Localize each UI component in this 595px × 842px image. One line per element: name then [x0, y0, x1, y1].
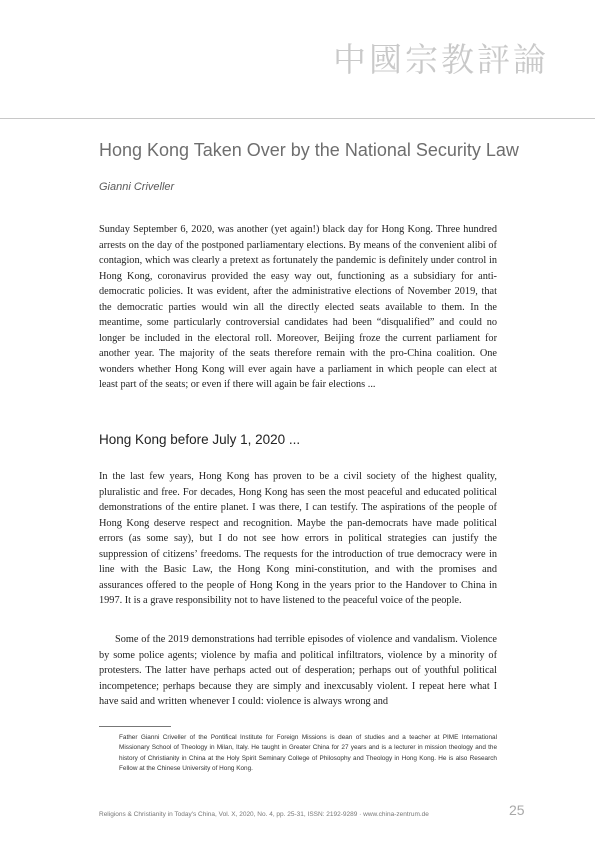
journal-masthead: 中國宗教評論: [333, 40, 549, 79]
article-title: Hong Kong Taken Over by the National Security Law: [99, 140, 519, 160]
intro-paragraph: Sunday September 6, 2020, was another (yet again!) black day for Hong Kong. Three hundred arrests on the day of the postponed parliamentary elections. By means of the convenient alibi of contagion, which was clearly a pretext as fortunately the pandemic is definitely under control in Hong Kong, coronavirus provided the easy way out, functioning as a subsidiary for anti-democratic policies. It was evident, after the administrative elections of November 2019, that the democratic parties would win all the directly elected seats available to them. In the meantime, some particularly controversial candidates had been “disqualified” and could no longer be included in the electoral roll. Moreover, Beijing froze the current parliament for another year. The majority of the seats therefore remain with the pro-China coalition. One wonders whether Hong Kong will ever again have a parliament in which people can elect at least part of the seats; or even if there will again be fair elections ...: [99, 224, 497, 390]
article-author: Gianni Criveller: [99, 181, 175, 193]
section-paragraph-2: Some of the 2019 demonstrations had terrible episodes of violence and vandalism. Violence by some police agents; violence by mafia and political infiltrators, violence by a minority of protesters. The latter have perhaps acted out of desperation; perhaps out of youthful political incompetence; perhaps because they are simply and inexcusably violent. I repeat here what I have said and written whenever I could: violence is always wrong and: [99, 634, 497, 707]
section-heading: Hong Kong before July 1, 2020 ...: [99, 432, 301, 447]
running-footer: Religions & Christianity in Today's China, Vol. X, 2020, No. 4, pp. 25-31, ISSN: 2192-9289 · www.china-zentrum.de: [99, 811, 429, 818]
footnote-rule: [99, 726, 171, 727]
header-rule: [0, 118, 595, 119]
page-number: 25: [509, 802, 525, 818]
author-footnote: Father Gianni Criveller of the Pontifical Institute for Foreign Missions is dean of studies and a teacher at PIME International Missionary School of Theology in Milan, Italy. He taught in Greater China for 27 years and is a lecturer in mission theology and the history of Christianity in China at the Holy Spirit Seminary College of Philosophy and Theology in Hong Kong. He is also Research Fellow at the Chinese University of Hong Kong.: [119, 734, 497, 773]
section-paragraph-1: In the last few years, Hong Kong has proven to be a civil society of the highest quality, pluralistic and free. For decades, Hong Kong has seen the most peaceful and educated political demonstrations of the entire planet. I was there, I can testify. The aspirations of the people of Hong Kong deserve respect and recognition. Maybe the pan-democrats have made political errors (as some say), but I do not see how errors in political strategies can justify the suppression of citizens’ freedoms. The requests for the introduction of true democracy were in line with the Basic Law, the Hong Kong mini-constitution, and with the promises and assurances offered to the people of Hong Kong in the years prior to the Handover to China in 1997. It is a grave responsibility not to have listened to the peaceful voice of the people.: [99, 471, 497, 606]
